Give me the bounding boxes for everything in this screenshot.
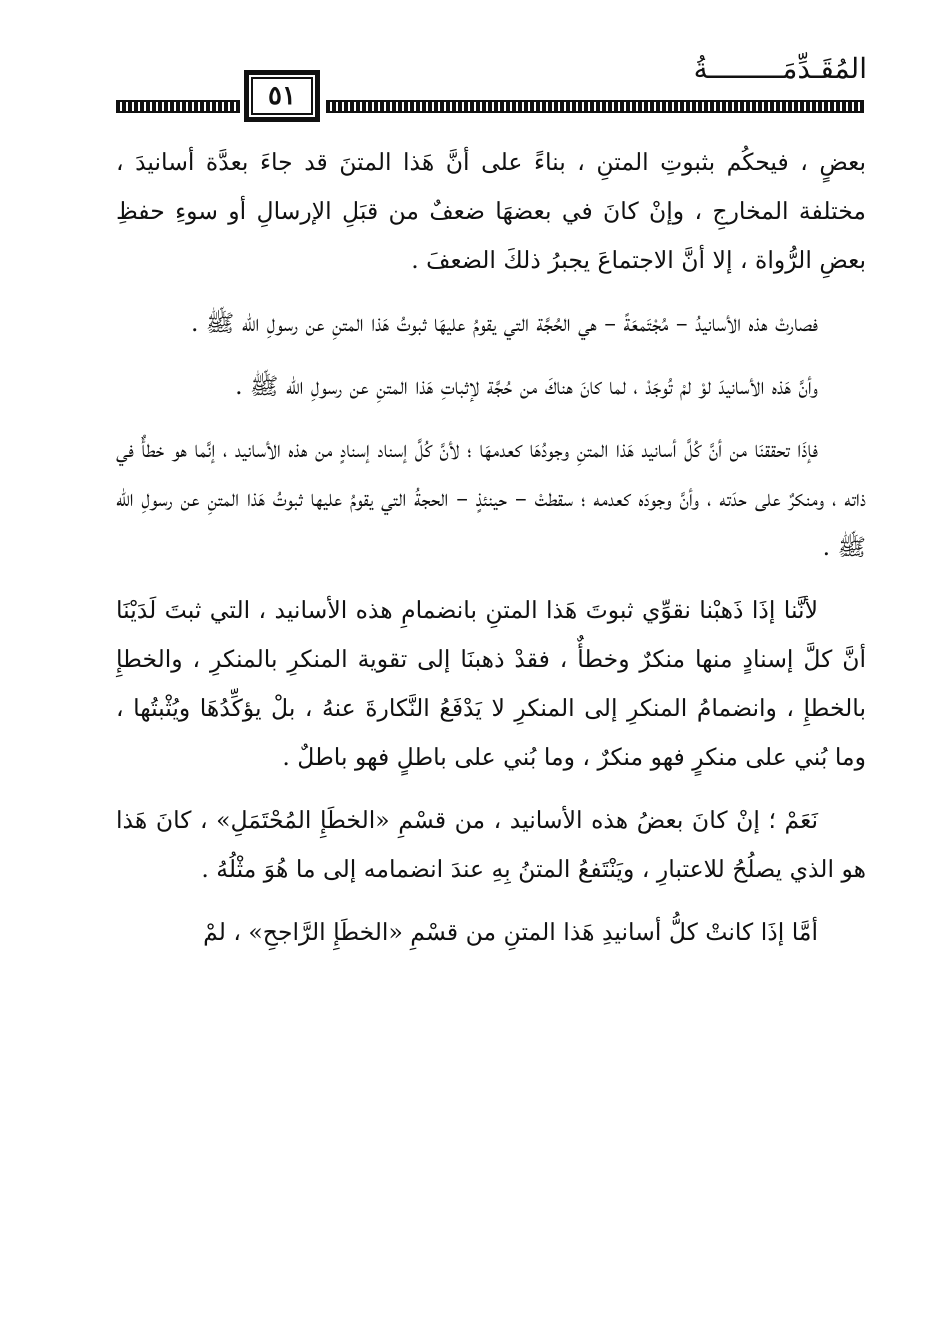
paragraph: بعضٍ ، فيحكُم بثبوتِ المتنِ ، بناءً على أنَّ هَذا المتنَ قد جاءَ بعدَّة أسانيدَ ، مختلفة المخارجِ ، وإنْ كانَ في بعضهَا ضعفٌ من قبَلِ الإرسالِ أو سوءِ حفظِ بعضِ الرُّواة ، إلا أنَّ الاجتماعَ يجبرُ ذلكَ الضعفَ . bbox=[116, 148, 866, 274]
page-header bbox=[0, 0, 935, 130]
page-number: ٥١ bbox=[244, 70, 320, 122]
page-body bbox=[116, 138, 866, 971]
paragraph: فصارتْ هذه الأسانيدُ – مُجْتَمعَةً – هي الحُجَّة التي يقومُ عليهَا ثبوتُ هَذا المتنِ عن رسولِ الله ﷺ . bbox=[190, 309, 818, 337]
running-title: المُقَـدِّمَـــــــــةُ bbox=[693, 52, 867, 85]
paragraph: لأنَّنا إذَا ذَهبْنا نقوِّي ثبوتَ هَذا المتنِ بانضمامِ هذه الأسانيد ، التي ثبتَ لَدَيْنَا أنَّ كلَّ إسنادٍ منها منكرٌ وخطأٌ ، فقدْ ذهبنَا إلى تقوية المنكرِ بالمنكرِ ، والخطإِ بالخطإِ ، وانضمامُ المنكرِ إلى المنكرِ لا يَدْفَعُ النَّكارةَ عنهُ ، بلْ يؤكِّدُهَا ويُثْبتُها ، وما بُني على منكرٍ فهو منكرٌ ، وما بُني على باطلٍ فهو باطلٌ . bbox=[116, 596, 866, 771]
header-rule-left bbox=[116, 100, 240, 113]
header-rule-right bbox=[326, 100, 864, 113]
paragraph: فإذَا تحققنَا من أنَّ كُلَّ أسانيد هَذا المتنِ وجودُهَا كعدمهَا ؛ لأنَّ كُلَّ إسناد إسنادٍ من هذه الأسانيد ، إنَّما هو خطأٌ في ذاته ، ومنكرٌ على حدَته ، وأنَّ وجودَه كعدمه ؛ سقطتْ – حينئذٍ – الحجةُ التي يقومُ عليها ثبوتُ هَذا المتنِ عن رسولِ الله ﷺ . bbox=[116, 435, 866, 561]
paragraph: نَعَمْ ؛ إنْ كانَ بعضُ هذه الأسانيد ، من قسْمِ «الخطَإِ المُحْتَمَلِ» ، كانَ هَذا هو الذي يصلُحُ للاعتبارِ ، ويَنْتَفعُ المتنُ بِهِ عندَ انضمامه إلى ما هُوَ مثْلُهُ . bbox=[116, 806, 866, 883]
paragraph: أمَّا إذَا كانتْ كلُّ أسانيدِ هَذا المتنِ من قسْمِ «الخطَإِ الرَّاجحِ» ، لمْ bbox=[203, 918, 818, 946]
paragraph: وأنَّ هَذه الأسانيدَ لوْ لمْ تُوجَدْ ، لما كانَ هناكَ من حُجَّة لإثباتِ هَذا المتنِ عن رسولِ الله ﷺ . bbox=[235, 372, 818, 400]
